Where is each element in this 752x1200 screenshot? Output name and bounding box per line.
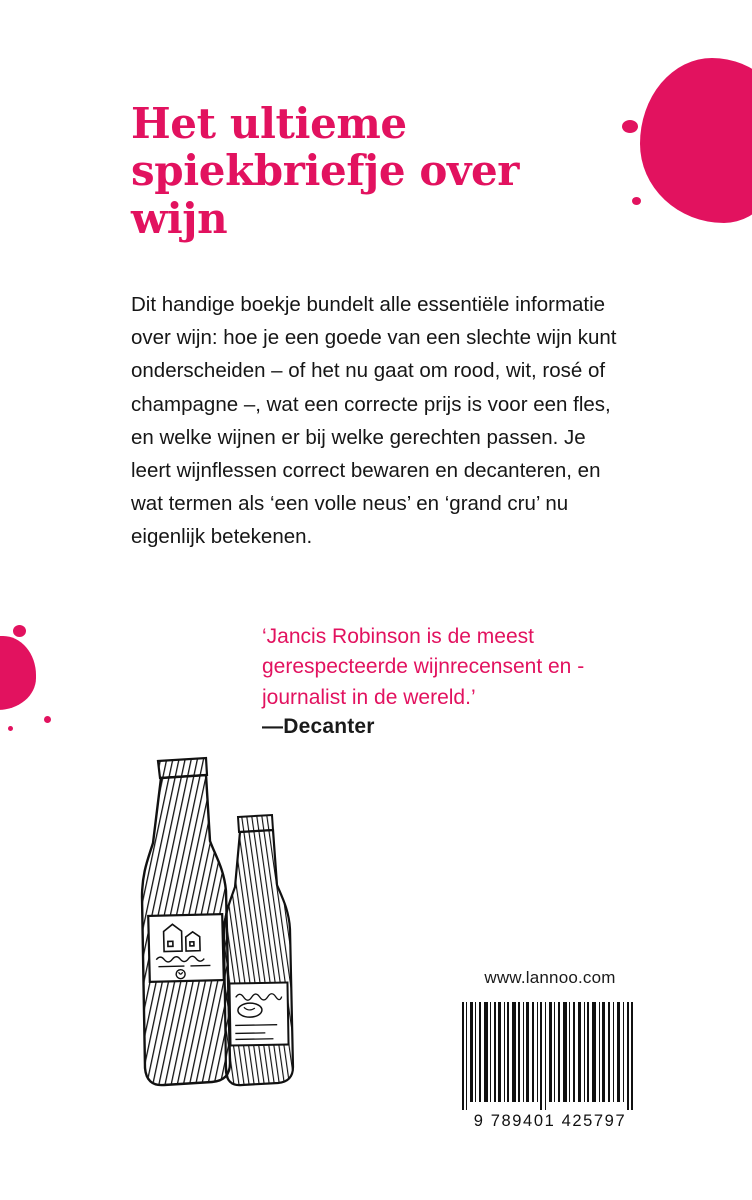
ink-blot-icon xyxy=(640,58,752,223)
barcode-icon xyxy=(460,1002,636,1110)
wine-bottle-small xyxy=(224,815,293,1085)
wine-bottles-illustration xyxy=(120,745,380,1100)
blurb-text: Dit handige boekje bundelt alle essentiële informatie over wijn: hoe je een goede van een slechte wijn kunt onderscheiden – of het nu gaat om rood, wit, rosé of champagne –, wat een correcte prijs is voor een fles, en welke wijnen er bij welke gerechten passen. Je leert wijnflessen correct bewaren en decanteren, en wat termen als ‘een volle neus’ en ‘grand cru’ nu eigenlijk betekenen. xyxy=(131,293,617,549)
barcode-block xyxy=(460,968,640,1131)
publisher-website: www.lannoo.com xyxy=(484,968,616,987)
ink-dot-icon xyxy=(44,716,51,723)
ink-dot-icon xyxy=(8,726,13,731)
barcode-number: 9 789401 425797 xyxy=(473,1112,627,1130)
ink-dot-icon xyxy=(13,625,26,637)
review-quote-block xyxy=(262,622,652,739)
ink-blot-icon xyxy=(0,636,36,710)
wine-bottle-large xyxy=(142,758,230,1085)
page-title: Het ultieme spiekbriefje over wijn xyxy=(131,99,520,243)
review-quote: ‘Jancis Robinson is de meest gerespecteerde wijnrecensent en -journalist in de wereld.’ xyxy=(262,625,585,709)
review-source: —Decanter xyxy=(262,715,375,739)
